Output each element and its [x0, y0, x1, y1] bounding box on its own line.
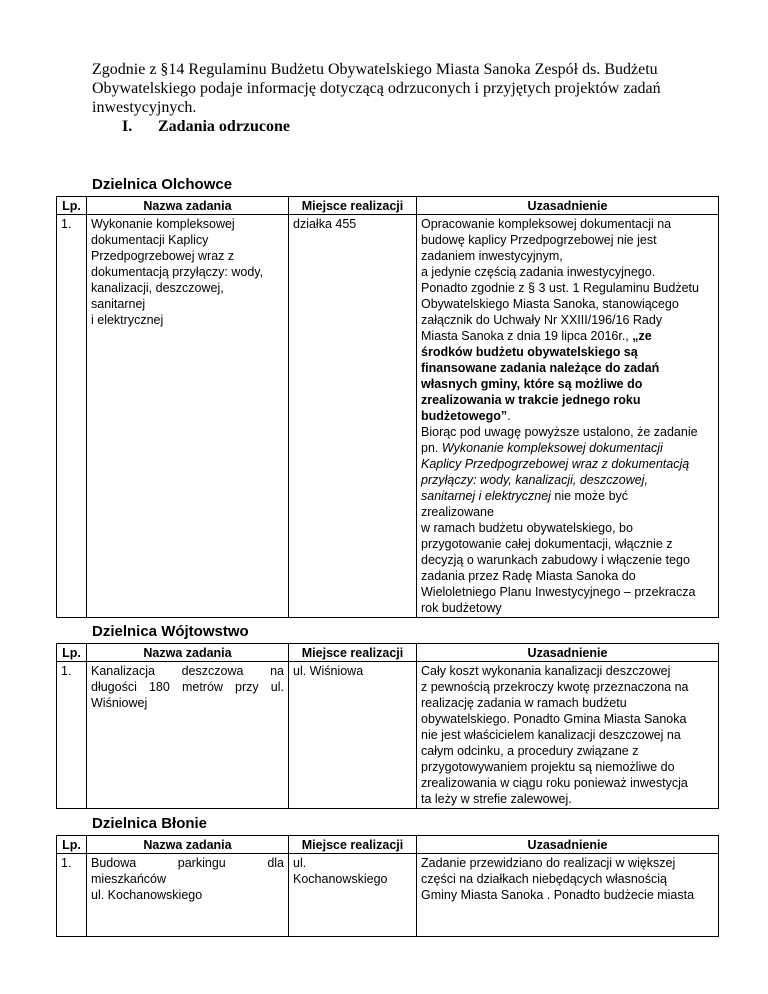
row-task-name	[87, 854, 289, 937]
row-place	[289, 854, 417, 937]
reason-line: a jedynie częścią zadania inwestycyjnego.	[421, 265, 656, 279]
reason-line: zrealizowania w ciągu roku ponieważ inwestycja	[421, 776, 688, 790]
reason-quote: zrealizowania w trakcie jednego roku	[421, 393, 641, 407]
task-line: Wiśniowej	[91, 696, 148, 710]
intro-line-2: Obywatelskiego podaje informację dotyczącą odrzuconych i przyjętych projektów zadań	[92, 80, 661, 97]
task-line: kanalizacji, deszczowej,	[91, 281, 224, 295]
header-reason: Uzasadnienie	[417, 197, 719, 215]
table-row	[57, 215, 719, 618]
table-header-row	[57, 197, 719, 215]
reason-text: Miasta Sanoka z dnia 19 lipca 2016r.,	[421, 329, 633, 343]
reason-line: decyzją o warunkach zabudowy i włączenie tego	[421, 553, 690, 567]
task-line: Przedpogrzebowej wraz z	[91, 249, 235, 263]
reason-line: budowę kaplicy Przedpogrzebowej nie jest	[421, 233, 657, 247]
reason-italic: przyłączy: wody, kanalizacji, deszczowej,	[421, 473, 648, 487]
reason-line: Obywatelskiego Miasta Sanoka, stanowiącego	[421, 297, 679, 311]
reason-line: zadaniem inwestycyjnym,	[421, 249, 563, 263]
reason-line: ta leży w strefie zalewowej.	[421, 792, 572, 806]
header-reason: Uzasadnienie	[417, 836, 719, 854]
district-heading-blonie: Dzielnica Błonie	[92, 815, 208, 832]
header-lp: Lp.	[57, 644, 87, 662]
intro-text	[92, 60, 702, 136]
section-title: Zadania odrzucone	[158, 118, 291, 135]
reason-text: .	[507, 409, 511, 423]
row-reason	[417, 215, 719, 618]
reason-line: w ramach budżetu obywatelskiego, bo	[421, 521, 633, 535]
table-row	[57, 854, 719, 937]
section-heading	[92, 117, 702, 136]
task-line: Budowa parkingu dla	[91, 856, 284, 870]
task-line: i elektrycznej	[91, 313, 164, 327]
reason-line: Biorąc pod uwagę powyższe ustalono, że zadanie	[421, 425, 698, 439]
reason-line	[421, 328, 714, 344]
reason-line: nie jest właścicielem kanalizacji deszczowej na	[421, 728, 681, 742]
header-task-name: Nazwa zadania	[87, 836, 289, 854]
header-lp: Lp.	[57, 197, 87, 215]
place-line: Kochanowskiego	[293, 872, 388, 886]
table-header-row	[57, 644, 719, 662]
table-wojtowstwo	[56, 643, 719, 809]
reason-quote: własnych gminy, które są możliwe do	[421, 377, 643, 391]
row-place: działka 455	[289, 215, 417, 618]
row-lp: 1.	[57, 854, 87, 937]
reason-text: nie może być	[550, 489, 629, 503]
row-lp: 1.	[57, 215, 87, 618]
intro-line-3: inwestycyjnych.	[92, 99, 197, 116]
district-heading-wojtowstwo: Dzielnica Wójtowstwo	[92, 623, 249, 640]
reason-line: załącznik do Uchwały Nr XXIII/196/16 Rady	[421, 313, 663, 327]
header-task-name: Nazwa zadania	[87, 197, 289, 215]
row-reason	[417, 662, 719, 809]
reason-line: zadania przez Radę Miasta Sanoka do	[421, 569, 636, 583]
row-lp: 1.	[57, 662, 87, 809]
task-line: długości 180 metrów przy ul.	[91, 680, 284, 694]
table-row	[57, 662, 719, 809]
task-line: Wykonanie kompleksowej	[91, 217, 235, 231]
header-place: Miejsce realizacji	[289, 197, 417, 215]
reason-line: części na działkach niebędących własnością	[421, 872, 667, 886]
reason-line: całym odcinku, a procedury związane z	[421, 744, 639, 758]
reason-italic: sanitarnej i elektrycznej	[421, 489, 551, 503]
reason-line	[421, 376, 714, 392]
reason-italic: Kaplicy Przedpogrzebowej wraz z dokumentacją	[421, 457, 690, 471]
reason-line: z pewnością przekroczy kwotę przeznaczona na	[421, 680, 689, 694]
header-place: Miejsce realizacji	[289, 836, 417, 854]
reason-line: zrealizowane	[421, 505, 494, 519]
reason-text: pn.	[421, 441, 442, 455]
district-heading-olchowce: Dzielnica Olchowce	[92, 176, 233, 193]
task-line: sanitarnej	[91, 297, 146, 311]
reason-italic: Wykonanie kompleksowej dokumentacji	[441, 441, 663, 455]
task-line: ul. Kochanowskiego	[91, 888, 203, 902]
reason-line: przygotowanie całej dokumentacji, włącznie z	[421, 537, 673, 551]
reason-line	[421, 344, 714, 360]
reason-line	[421, 488, 714, 504]
reason-line	[421, 408, 714, 424]
table-olchowce	[56, 196, 719, 618]
row-task-name	[87, 215, 289, 618]
table-header-row	[57, 836, 719, 854]
reason-line: przygotowywaniem projektu są niemożliwe do	[421, 760, 675, 774]
row-task-name	[87, 662, 289, 809]
reason-line: Opracowanie kompleksowej dokumentacji na	[421, 217, 672, 231]
reason-line: realizację zadania w ramach budżetu	[421, 696, 627, 710]
reason-line	[421, 392, 714, 408]
header-place: Miejsce realizacji	[289, 644, 417, 662]
reason-line	[421, 360, 714, 376]
reason-quote: „ze	[632, 329, 652, 343]
reason-line	[421, 456, 714, 472]
header-lp: Lp.	[57, 836, 87, 854]
reason-line: Wieloletniego Planu Inwestycyjnego – przekracza	[421, 585, 696, 599]
reason-line: Gminy Miasta Sanoka . Ponadto budżecie miasta	[421, 888, 695, 902]
reason-quote: budżetowego”	[421, 409, 508, 423]
intro-line-1: Zgodnie z §14 Regulaminu Budżetu Obywatelskiego Miasta Sanoka Zespół ds. Budżetu	[92, 61, 658, 78]
row-place: ul. Wiśniowa	[289, 662, 417, 809]
table-blonie	[56, 835, 719, 937]
task-line: mieszkańców	[91, 872, 167, 886]
reason-quote: środków budżetu obywatelskiego są	[421, 345, 638, 359]
reason-line: Ponadto zgodnie z § 3 ust. 1 Regulaminu Budżetu	[421, 281, 699, 295]
header-task-name: Nazwa zadania	[87, 644, 289, 662]
reason-line: rok budżetowy	[421, 601, 502, 615]
reason-line	[421, 440, 714, 456]
task-line: Kanalizacja deszczowa na	[91, 664, 284, 678]
row-reason	[417, 854, 719, 937]
reason-line: Zadanie przewidziano do realizacji w większej	[421, 856, 676, 870]
reason-line: obywatelskiego. Ponadto Gmina Miasta Sanoka	[421, 712, 687, 726]
reason-line	[421, 472, 714, 488]
place-line: ul.	[293, 856, 307, 870]
task-line: dokumentacją przyłączy: wody,	[91, 265, 264, 279]
reason-line: Cały koszt wykonania kanalizacji deszczowej	[421, 664, 671, 678]
task-line: dokumentacji Kaplicy	[91, 233, 209, 247]
header-reason: Uzasadnienie	[417, 644, 719, 662]
reason-quote: finansowane zadania należące do zadań	[421, 361, 660, 375]
section-number: I.	[122, 118, 133, 135]
